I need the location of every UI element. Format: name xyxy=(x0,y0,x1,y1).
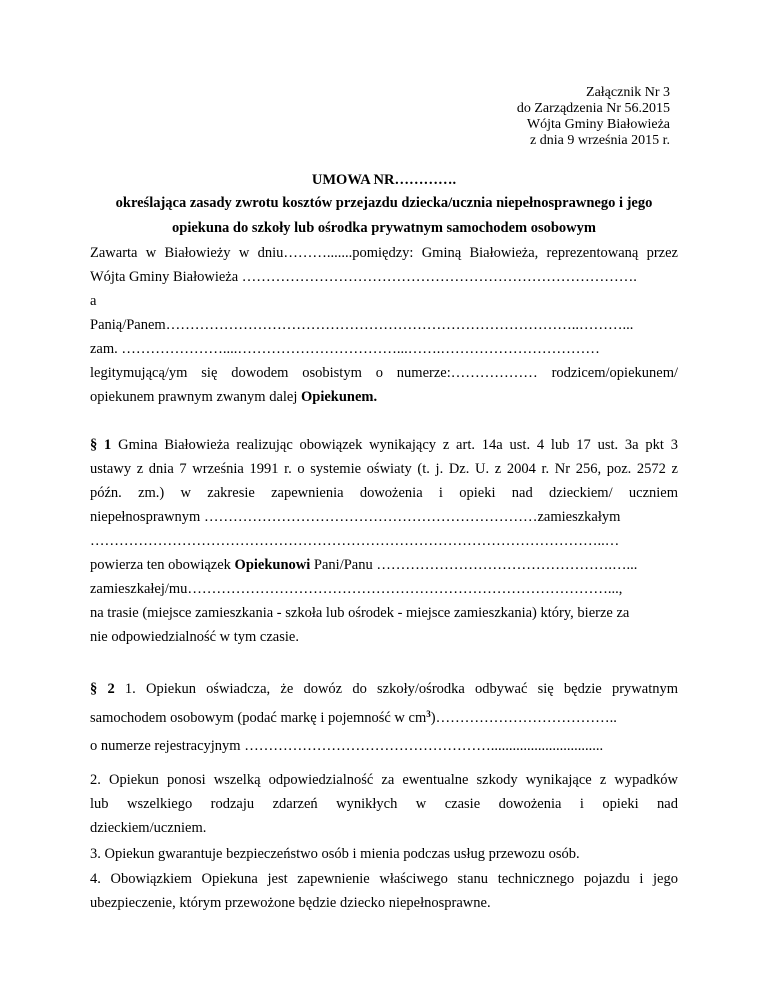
section-2-line-2-text: samochodem osobowym (podać markę i pojemność w cm xyxy=(90,710,427,726)
section-2-line-2-tail: )……………………………….. xyxy=(430,710,617,726)
section-2-line-3: o numerze rejestracyjnym ……………………………………………............................... xyxy=(90,738,604,754)
section-2-point-2-line-2: lub wszelkiego rodzaju zdarzeń wynikłych w czasie dowożenia i opieki nad xyxy=(90,796,678,812)
intro-line-1: Zawarta w Białowieży w dniu……….......pomiędzy: Gminą Białowieża, reprezentowaną przez xyxy=(90,245,678,261)
intro-line-5: zam. …………………....……………………………...…….…………………………… xyxy=(90,341,600,357)
contract-subtitle-2: opiekuna do szkoły lub ośrodka prywatnym samochodem osobowym xyxy=(172,220,596,236)
section-1-line-9: nie odpowiedzialność w tym czasie. xyxy=(90,629,299,645)
section-1-line-6 xyxy=(90,556,678,574)
intro-line-7-text: opiekunem prawnym zwanym dalej xyxy=(90,389,301,405)
header-line-2: do Zarządzenia Nr 56.2015 xyxy=(516,101,670,116)
header-line-1: Załącznik Nr 3 xyxy=(586,85,670,100)
superscript-3: 3 xyxy=(426,709,431,719)
intro-line-7-bold: Opiekunem. xyxy=(301,389,378,405)
section-1-line-8: na trasie (miejsce zamieszkania - szkoła lub ośrodek - miejsce zamieszkania) który, bierze za xyxy=(90,605,630,621)
section-2-line-1 xyxy=(90,680,678,698)
section-1-line-6-text: powierza ten obowiązek xyxy=(90,557,235,573)
intro-line-3: a xyxy=(90,293,97,309)
section-1-line-1 xyxy=(90,436,678,454)
section-2-mark: § 2 xyxy=(90,681,115,697)
intro-line-2: Wójta Gminy Białowieża ………………………………………………………………………. xyxy=(90,269,637,285)
section-2-point-3: 3. Opiekun gwarantuje bezpieczeństwo osób i mienia podczas usług przewozu osób. xyxy=(90,846,580,862)
section-2-point-4-line-1: 4. Obowiązkiem Opiekuna jest zapewnienie właściwego stanu technicznego pojazdu i jego xyxy=(90,871,678,887)
section-2-point-2-line-1: 2. Opiekun ponosi wszelką odpowiedzialność za ewentualne szkody wynikające z wypadków xyxy=(90,772,678,788)
section-2-line-1-text: 1. Opiekun oświadcza, że dowóz do szkoły/ośrodka odbywać się będzie prywatnym xyxy=(114,681,678,697)
section-1-line-5: ……………………………………………………………………………………………..… xyxy=(90,533,620,549)
section-1-line-1-text: Gmina Białowieża realizując obowiązek wynikający z art. 14a ust. 4 lub 17 ust. 3a pkt 3 xyxy=(111,437,678,453)
section-1-line-6-bold: Opiekunowi xyxy=(234,557,311,573)
section-2-line-2 xyxy=(90,709,678,727)
header-line-3: Wójta Gminy Białowieża xyxy=(526,117,670,132)
section-1-mark: § 1 xyxy=(90,437,112,453)
section-1-line-4: niepełnosprawnym ……………………………………………………………zamieszkałym xyxy=(90,509,621,525)
contract-title: UMOWA NR…………. xyxy=(311,172,457,188)
intro-line-7 xyxy=(90,388,678,406)
section-2-point-2-line-3: dzieckiem/uczniem. xyxy=(90,820,207,836)
intro-line-4: Panią/Panem…………………………………………………………………………..………... xyxy=(90,317,634,333)
section-1-line-6-tail: Pani/Panu ………………………………………….…... xyxy=(310,557,638,573)
intro-line-6: legitymującą/ym się dowodem osobistym o numerze:……………… rodzicem/opiekunem/ xyxy=(90,365,678,381)
attachment-header xyxy=(517,85,670,149)
section-1-line-7: zamieszkałej/mu……………………………………………………………………………..., xyxy=(90,581,623,597)
contract-subtitle-1: określająca zasady zwrotu kosztów przejazdu dziecka/ucznia niepełnosprawnego i jego xyxy=(115,195,653,211)
section-1-line-3: późn. zm.) w zakresie zapewnienia dowożenia i opieki nad dzieckiem/ uczniem xyxy=(90,485,678,501)
header-line-4: z dnia 9 września 2015 r. xyxy=(530,133,670,148)
section-2-point-4-line-2: ubezpieczenie, którym przewożone będzie dziecko niepełnosprawne. xyxy=(90,895,491,911)
section-1-line-2: ustawy z dnia 7 września 1991 r. o systemie oświaty (t. j. Dz. U. z 2004 r. Nr 256, poz. 2572 z xyxy=(90,461,678,477)
